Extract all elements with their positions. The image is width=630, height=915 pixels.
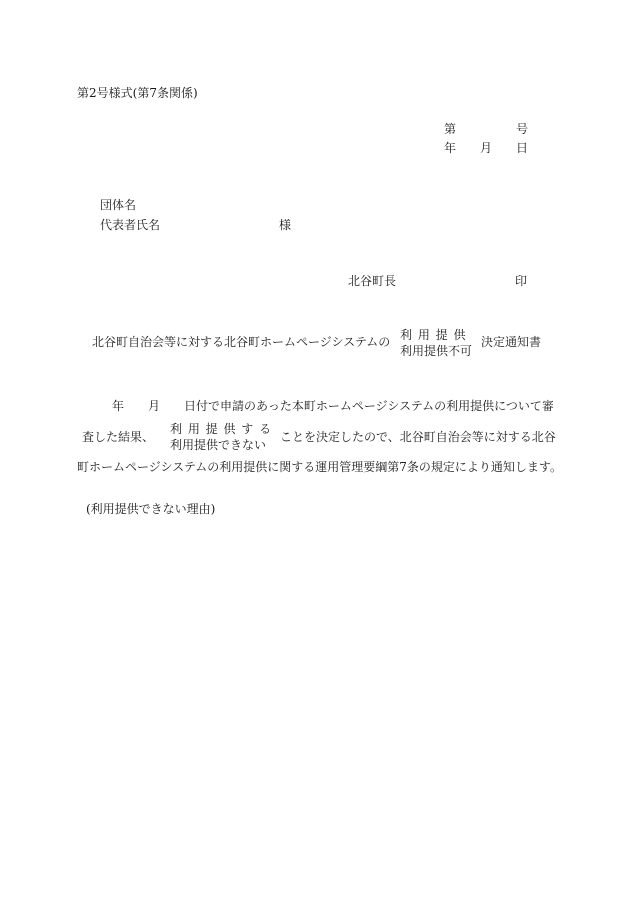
representative-label: 代表者氏名: [100, 218, 161, 232]
seal-mark: 印: [515, 274, 528, 288]
heading-option-provide: 利 用 提 供: [400, 328, 467, 342]
body-line2-rest: ことを決定したので、北谷町自治会等に対する北谷: [280, 430, 556, 444]
body-line3: 町ホームページシステムの利用提供に関する運用管理要綱第7条の規定により通知します。: [77, 460, 562, 474]
body-line2-start: 査した結果、: [82, 430, 155, 444]
number-suffix: 号: [516, 122, 529, 136]
honorific: 様: [279, 218, 292, 232]
reason-label: (利用提供できない理由): [86, 502, 216, 516]
number-prefix: 第: [444, 122, 457, 136]
body-year: 年: [112, 399, 125, 413]
date-year: 年: [444, 141, 457, 155]
heading-suffix: 決定通知書: [481, 335, 542, 349]
issuer-title: 北谷町長: [348, 274, 397, 288]
body-option-cannot-provide: 利用提供できない: [170, 438, 267, 452]
date-month: 月: [480, 141, 493, 155]
body-line1: 日付で申請のあった本町ホームページシステムの利用提供について審: [184, 399, 554, 413]
org-name-label: 団体名: [100, 198, 137, 212]
date-day: 日: [516, 141, 529, 155]
body-month: 月: [148, 399, 161, 413]
form-label: 第2号様式(第7条関係): [77, 86, 198, 100]
body-option-will-provide: 利 用 提 供 す る: [170, 422, 273, 436]
heading-main: 北谷町自治会等に対する北谷町ホームページシステムの: [92, 335, 391, 349]
heading-option-not-provide: 利用提供不可: [400, 344, 473, 358]
